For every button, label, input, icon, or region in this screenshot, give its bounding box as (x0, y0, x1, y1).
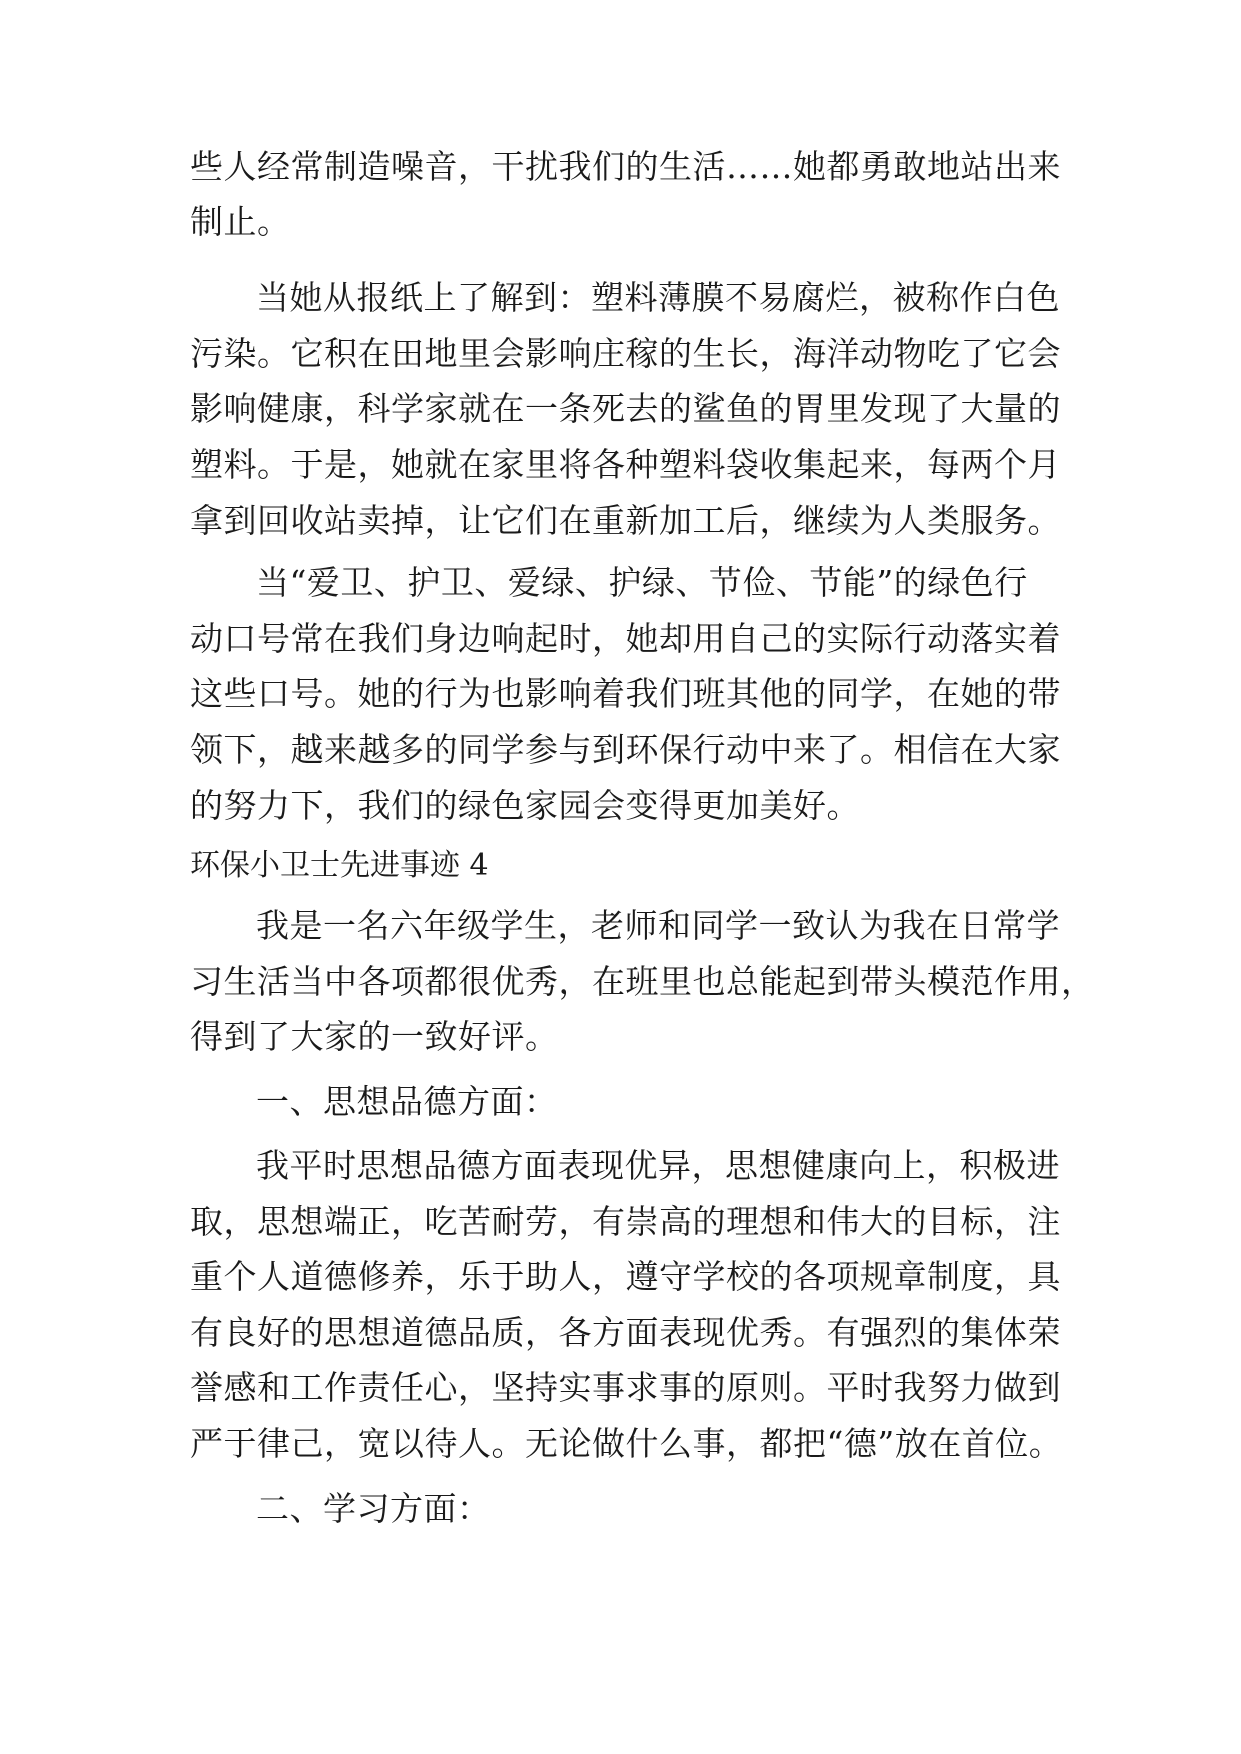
body-text-line: 些人经常制造噪音，干扰我们的生活……她都勇敢地站出来 (190, 147, 1061, 186)
subsection-heading: 二、学习方面： (256, 1489, 491, 1528)
body-text-line: 塑料。于是，她就在家里将各种塑料袋收集起来，每两个月 (190, 445, 1061, 484)
body-text-line: 领下，越来越多的同学参与到环保行动中来了。相信在大家 (190, 730, 1061, 769)
body-text-line: 习生活当中各项都很优秀，在班里也总能起到带头模范作用， (190, 962, 1095, 1001)
body-text-line: 污染。它积在田地里会影响庄稼的生长，海洋动物吃了它会 (190, 334, 1061, 373)
body-text-line: 得到了大家的一致好评。 (190, 1017, 559, 1056)
body-text-line: 严于律己，宽以待人。无论做什么事，都把“德”放在首位。 (190, 1424, 1063, 1463)
body-text-line: 誉感和工作责任心，坚持实事求事的原则。平时我努力做到 (190, 1368, 1061, 1407)
body-text-line: 拿到回收站卖掉，让它们在重新加工后，继续为人类服务。 (190, 501, 1061, 540)
body-text-line: 这些口号。她的行为也影响着我们班其他的同学，在她的带 (190, 674, 1061, 713)
body-text-line: 影响健康，科学家就在一条死去的鲨鱼的胃里发现了大量的 (190, 389, 1061, 428)
paragraph-first-line: 当“爱卫、护卫、爱绿、护绿、节俭、节能”的绿色行 (256, 563, 1028, 602)
paragraph-first-line: 我是一名六年级学生，老师和同学一致认为我在日常学 (256, 906, 1060, 945)
body-text-line: 有良好的思想道德品质，各方面表现优秀。有强烈的集体荣 (190, 1313, 1061, 1352)
section-heading: 环保小卫士先进事迹 4 (190, 848, 489, 883)
paragraph-first-line: 当她从报纸上了解到：塑料薄膜不易腐烂，被称作白色 (256, 278, 1060, 317)
body-text-line: 重个人道德修养，乐于助人，遵守学校的各项规章制度，具 (190, 1257, 1061, 1296)
body-text-line: 制止。 (190, 202, 291, 241)
subsection-heading: 一、思想品德方面： (256, 1082, 558, 1121)
body-text-line: 的努力下，我们的绿色家园会变得更加美好。 (190, 786, 860, 825)
paragraph-first-line: 我平时思想品德方面表现优异，思想健康向上，积极进 (256, 1146, 1060, 1185)
body-text-line: 动口号常在我们身边响起时，她却用自己的实际行动落实着 (190, 619, 1061, 658)
body-text-line: 取，思想端正，吃苦耐劳，有崇高的理想和伟大的目标，注 (190, 1202, 1061, 1241)
